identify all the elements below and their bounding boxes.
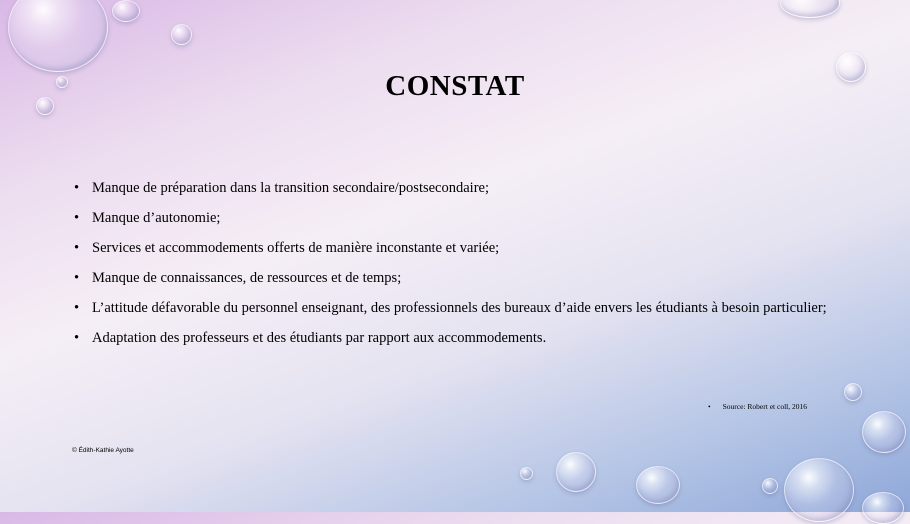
bullet-icon: •: [74, 240, 80, 256]
bubble-icon: [784, 458, 854, 522]
list-item-text: Manque de connaissances, de ressources et de temps;: [92, 270, 402, 286]
bubble-icon: [780, 0, 840, 18]
bullet-icon: •: [74, 210, 80, 226]
bullet-icon: •: [708, 402, 711, 411]
list-item: [72, 299, 842, 318]
bubble-icon: [520, 467, 533, 480]
list-item-text: L’attitude défavorable du personnel enseignant, des professionnels des bureaux d’aide envers les étudiants à besoin particulier;: [92, 300, 827, 316]
bullet-icon: •: [74, 270, 80, 286]
bubble-icon: [762, 478, 778, 494]
list-item: [72, 329, 842, 348]
list-item-text: Services et accommodements offerts de manière inconstante et variée;: [92, 240, 500, 256]
list-item: [72, 269, 842, 288]
list-item: [72, 209, 842, 228]
slide-title: CONSTAT: [385, 70, 525, 102]
bullet-icon: •: [74, 180, 80, 196]
bullet-icon: •: [74, 300, 80, 316]
bubble-icon: [844, 383, 862, 401]
list-item: [72, 239, 842, 258]
source-text: Source: Robert et coll, 2016: [722, 402, 807, 411]
bubble-icon: [636, 466, 680, 504]
list-item-text: Adaptation des professeurs et des étudiants par rapport aux accommodements.: [92, 330, 547, 346]
list-item-text: Manque de préparation dans la transition secondaire/postsecondaire;: [92, 180, 490, 196]
bubble-icon: [112, 0, 140, 22]
list-item-text: Manque d’autonomie;: [92, 210, 221, 226]
list-item: [72, 179, 842, 198]
bubble-icon: [556, 452, 596, 492]
copyright-note: © Édith-Kathie Ayotte: [72, 447, 134, 454]
bubble-icon: [8, 0, 108, 72]
bullet-icon: •: [74, 330, 80, 346]
bubble-icon: [862, 411, 906, 453]
bubble-icon: [862, 492, 904, 524]
source-note: [708, 402, 807, 411]
bubble-icon: [171, 24, 192, 45]
bullet-list: [72, 179, 842, 359]
